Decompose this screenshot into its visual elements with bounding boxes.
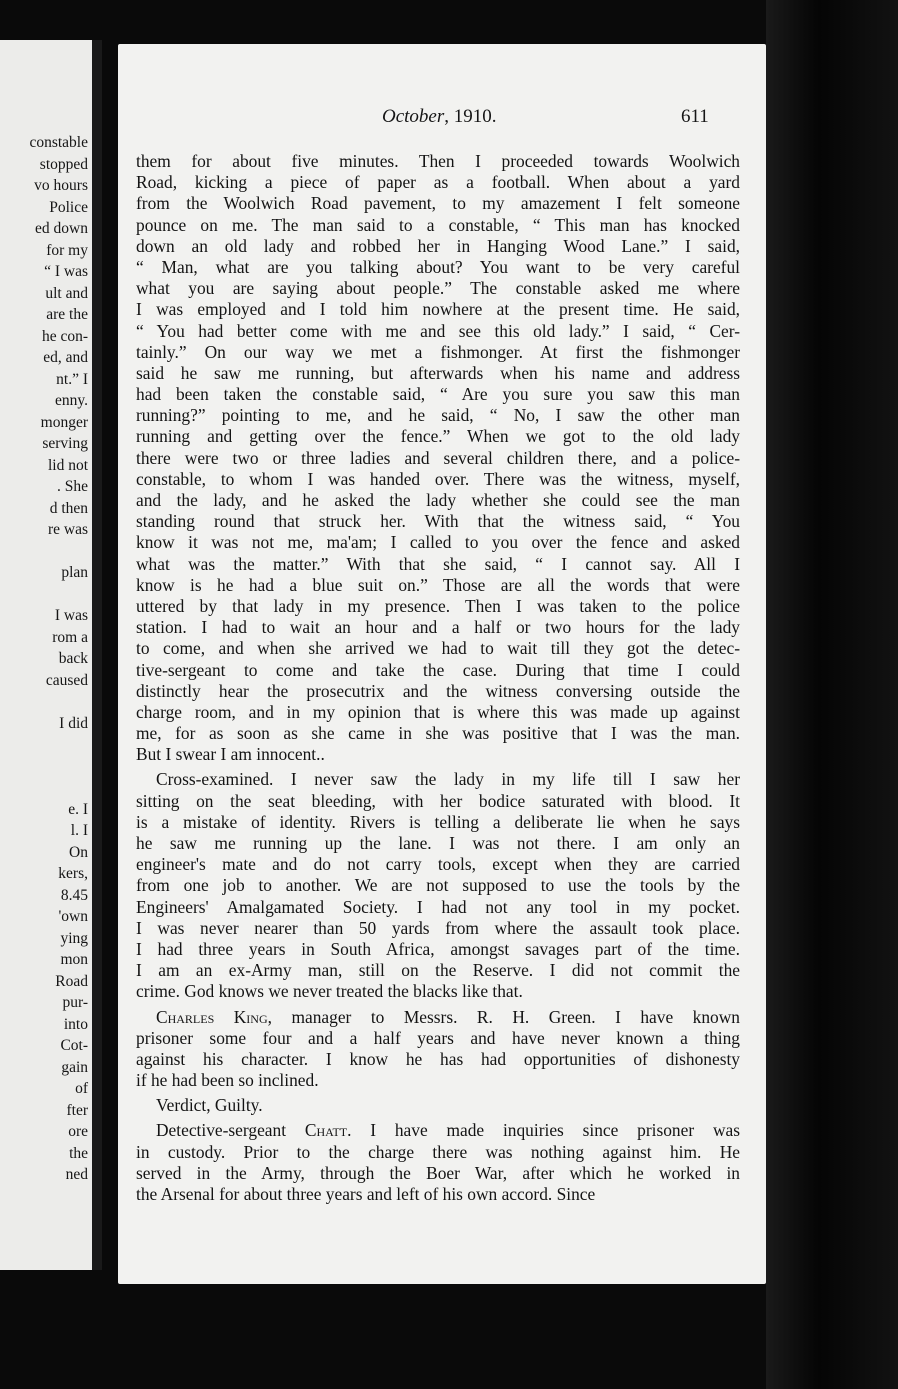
text-line: Detective-sergeant Chatt. I have made inquiries since prisoner was xyxy=(156,1120,740,1141)
left-margin-line: are the xyxy=(46,306,88,323)
text-line: Engineers' Amalgamated Society. I had not any tool in my pocket. xyxy=(136,896,740,917)
left-margin-line: caused xyxy=(45,671,88,689)
text-line: had been taken the constable said, “ Are you sure you saw this man xyxy=(136,384,740,405)
paragraph xyxy=(136,1120,740,1205)
header-date xyxy=(382,106,497,128)
text-line: what was the matter.” With that she said, “ I cannot say. All I xyxy=(136,553,740,574)
text-line: tive-sergeant to come and take the case. During that time I could xyxy=(136,659,740,680)
text-line: constable, to whom I was handed over. There was the witness, myself, xyxy=(136,468,740,489)
text-line: uttered by that lady in my presence. Then I was taken to the police xyxy=(136,595,740,616)
left-margin-line: gain xyxy=(61,1058,88,1076)
left-margin-line: “ I was xyxy=(44,263,88,280)
text-line: I am an ex-Army man, still on the Reserve. I did not commit the xyxy=(136,960,740,981)
left-margin-line: ned xyxy=(65,1166,88,1183)
text-line: said he saw me running, but afterwards when his name and address xyxy=(136,362,740,383)
text-line: Cross-examined. I never saw the lady in my life till I saw her xyxy=(156,769,740,790)
left-margin-line xyxy=(0,777,88,799)
text-line: But I swear I am innocent.. xyxy=(136,744,325,765)
left-page-text xyxy=(0,132,88,1186)
left-margin-line: ult and xyxy=(45,284,88,302)
text-line: standing round that struck her. With that the witness said, “ You xyxy=(136,511,740,532)
text-line: from the Woolwich Road pavement, to my amazement I felt someone xyxy=(136,193,740,214)
left-margin-line xyxy=(0,691,88,713)
text-line: is a mistake of identity. Rivers is telling a deliberate lie when he says xyxy=(136,811,740,832)
left-margin-line: the xyxy=(69,1144,88,1162)
left-margin-line: vo hours xyxy=(34,177,88,194)
left-margin-line: of xyxy=(75,1080,88,1097)
left-margin-line: into xyxy=(63,1015,88,1033)
text-line: what you are saying about people.” The constable asked me where xyxy=(136,278,740,299)
left-margin-line: mon xyxy=(60,951,88,968)
paragraph xyxy=(136,1095,740,1116)
text-line: down an old lady and robbed her in Hanging Wood Lane.” I said, xyxy=(136,235,740,256)
text-line: I was never nearer than 50 yards from where the assault took place. xyxy=(136,917,740,938)
text-line: prisoner some four and a half years and have never known a thing xyxy=(136,1027,740,1048)
right-page xyxy=(118,44,766,1284)
witness-name: Charles King xyxy=(156,1006,268,1027)
left-margin-line: ed down xyxy=(35,220,88,237)
text-line: crime. God knows we never treated the blacks like that. xyxy=(136,981,523,1002)
left-margin-line: I was xyxy=(54,607,88,624)
text-line: know is he had a blue suit on.” Those are all the words that were xyxy=(136,574,740,595)
left-margin-line: l. I xyxy=(70,822,88,839)
text-line: “ Man, what are you talking about? You want to be very careful xyxy=(136,256,740,277)
text-line: from one job to another. We are not supposed to use the tools by the xyxy=(136,875,740,896)
left-page xyxy=(0,40,102,1270)
scan-background xyxy=(766,0,898,1389)
left-margin-line: fter xyxy=(66,1101,88,1119)
text-line: against his character. I know he has had opportunities of dishonesty xyxy=(136,1048,740,1069)
text-line: pounce on me. The man said to a constable, “ This man has knocked xyxy=(136,214,740,235)
left-margin-line: serving xyxy=(42,435,88,452)
left-margin-line: Cot- xyxy=(60,1037,88,1054)
text-line: the Arsenal for about three years and left of his own accord. Since xyxy=(136,1184,596,1204)
left-margin-line xyxy=(0,734,88,756)
text-line: distinctly hear the prosecutrix and the witness conversing outside the xyxy=(136,680,740,701)
text-line: “ You had better come with me and see this old lady.” I said, “ Cer- xyxy=(136,320,740,341)
left-margin-line: plan xyxy=(61,564,88,581)
left-margin-line: nt.” I xyxy=(56,370,88,388)
left-margin-line: pur- xyxy=(62,994,88,1011)
text-line: served in the Army, through the Boer War, after which he worked in xyxy=(136,1162,740,1183)
left-margin-line: he con- xyxy=(41,327,88,345)
text-line: Charles King, manager to Messrs. R. H. Green. I have known xyxy=(156,1006,740,1027)
text-line: sitting on the seat bleeding, with her bodice saturated with blood. It xyxy=(136,790,740,811)
header-month: October xyxy=(382,106,445,127)
left-margin-line xyxy=(0,584,88,606)
text-line: I had three years in South Africa, amongst savages part of the time. xyxy=(136,938,740,959)
paragraph xyxy=(136,151,740,765)
left-margin-line: rom a xyxy=(52,628,88,646)
text-line: Verdict, Guilty. xyxy=(156,1095,263,1116)
left-margin-line: re was xyxy=(47,521,88,538)
left-margin-line: ore xyxy=(68,1123,88,1140)
page-number: 611 xyxy=(681,106,709,127)
left-margin-line: Road xyxy=(55,972,88,990)
left-margin-line: 'own xyxy=(58,908,88,925)
text-line: me, for as soon as she came in she was positive that I was the man. xyxy=(136,723,740,744)
left-margin-line: 8.45 xyxy=(60,886,88,904)
page-body xyxy=(136,151,740,1209)
text-line: and the lady, and he asked the lady whether she could see the man xyxy=(136,490,740,510)
left-margin-line: e. I xyxy=(68,800,88,818)
left-margin-line: I did xyxy=(59,714,88,732)
text-line: if he had been so inclined. xyxy=(136,1070,319,1091)
header-year: , 1910. xyxy=(444,106,497,127)
left-margin-line: kers, xyxy=(58,865,88,882)
text-line: he saw me running up the lane. I was not there. I am only an xyxy=(136,833,740,853)
text-line: running?” pointing to me, and he said, “ No, I saw the other man xyxy=(136,405,740,426)
text-line: I was employed and I told him nowhere at the present time. He said, xyxy=(136,299,740,320)
paragraph xyxy=(136,1007,740,1092)
text-line: tainly.” On our way we met a fishmonger. At first the fishmonger xyxy=(136,341,740,362)
left-margin-line: lid not xyxy=(47,456,88,474)
left-margin-line: constable xyxy=(29,134,88,151)
text-line: charge room, and in my opinion that is where this was made up against xyxy=(136,701,740,722)
left-margin-line: . She xyxy=(57,478,88,495)
left-margin-line: ying xyxy=(60,929,88,947)
text-line: know it was not me, ma'am; I called to you over the fence and asked xyxy=(136,532,740,553)
left-margin-line: Police xyxy=(49,198,88,216)
left-margin-line: back xyxy=(58,650,88,667)
paragraph xyxy=(136,769,740,1002)
left-margin-line xyxy=(0,756,88,778)
text-line: engineer's mate and do not carry tools, except when they are carried xyxy=(136,854,740,875)
witness-name: Chatt xyxy=(304,1120,348,1141)
left-margin-line: enny. xyxy=(55,392,88,409)
left-margin-line: On xyxy=(69,843,88,861)
text-line: them for about five minutes. Then I proceeded towards Woolwich xyxy=(136,151,740,171)
left-margin-line: ed, and xyxy=(43,349,88,366)
text-line: Road, kicking a piece of paper as a football. When about a yard xyxy=(136,172,740,193)
text-line: station. I had to wait an hour and a half or two hours for the lady xyxy=(136,617,740,638)
left-margin-line: monger xyxy=(40,413,88,431)
left-margin-line: for my xyxy=(46,241,88,259)
left-margin-line xyxy=(0,541,88,563)
text-line: to come, and when she arrived we had to wait till they got the detec- xyxy=(136,638,740,659)
left-margin-line: stopped xyxy=(39,155,88,173)
left-margin-line: d then xyxy=(49,499,88,517)
text-line: in custody. Prior to the charge there was nothing against him. He xyxy=(136,1141,740,1162)
text-line: running and getting over the fence.” When we got to the old lady xyxy=(136,426,740,447)
text-line: there were two or three ladies and several children there, and a police- xyxy=(136,447,740,468)
